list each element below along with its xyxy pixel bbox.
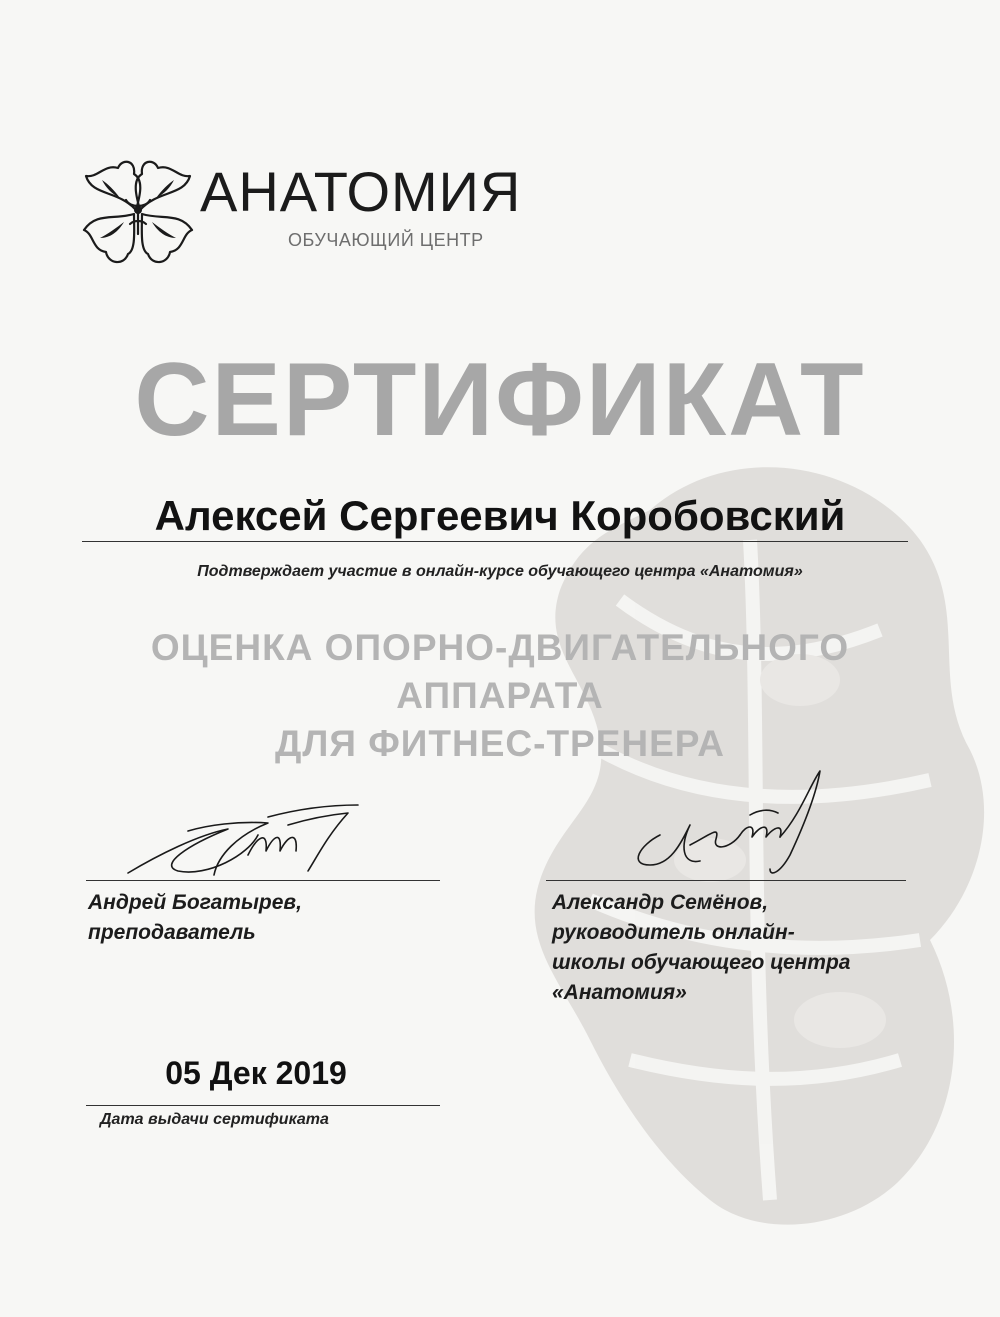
issue-date-caption: Дата выдачи сертификата — [100, 1111, 329, 1128]
signatory-director — [552, 888, 851, 1008]
signatory-role: «Анатомия» — [552, 981, 687, 1004]
oak-leaves-emblem-icon — [78, 150, 198, 270]
date-underline — [86, 1105, 440, 1106]
handwritten-signature-icon — [118, 795, 368, 885]
issue-date: 05 Дек 2019 — [165, 1055, 347, 1091]
certificate-title: СЕРТИФИКАТ — [134, 342, 866, 458]
recipient-name: Алексей Сергеевич Коробовский — [154, 492, 846, 539]
course-title-line: ДЛЯ ФИТНЕС-ТРЕНЕРА — [275, 723, 725, 764]
signatory-name: Андрей Богатырев, — [88, 891, 302, 914]
brand-logo — [78, 150, 538, 270]
signatory-role: школы обучающего центра — [552, 951, 851, 974]
signatory-name: Александр Семёнов, — [552, 891, 769, 914]
signature-line — [546, 880, 906, 881]
confirmation-text: Подтверждает участие в онлайн-курсе обучающего центра «Анатомия» — [197, 563, 803, 580]
name-underline — [82, 541, 908, 542]
signatory-role: руководитель онлайн- — [552, 921, 795, 944]
course-title-line: АППАРАТА — [396, 675, 604, 716]
signature-line — [86, 880, 440, 881]
brand-subtitle: ОБУЧАЮЩИЙ ЦЕНТР — [288, 230, 484, 250]
signatory-teacher — [88, 888, 302, 948]
signatory-role: преподаватель — [88, 921, 256, 944]
course-title — [0, 624, 1000, 768]
handwritten-signature-icon — [620, 765, 840, 880]
course-title-line: ОЦЕНКА ОПОРНО-ДВИГАТЕЛЬНОГО — [150, 627, 850, 668]
brand-title: АНАТОМИЯ — [200, 160, 522, 223]
